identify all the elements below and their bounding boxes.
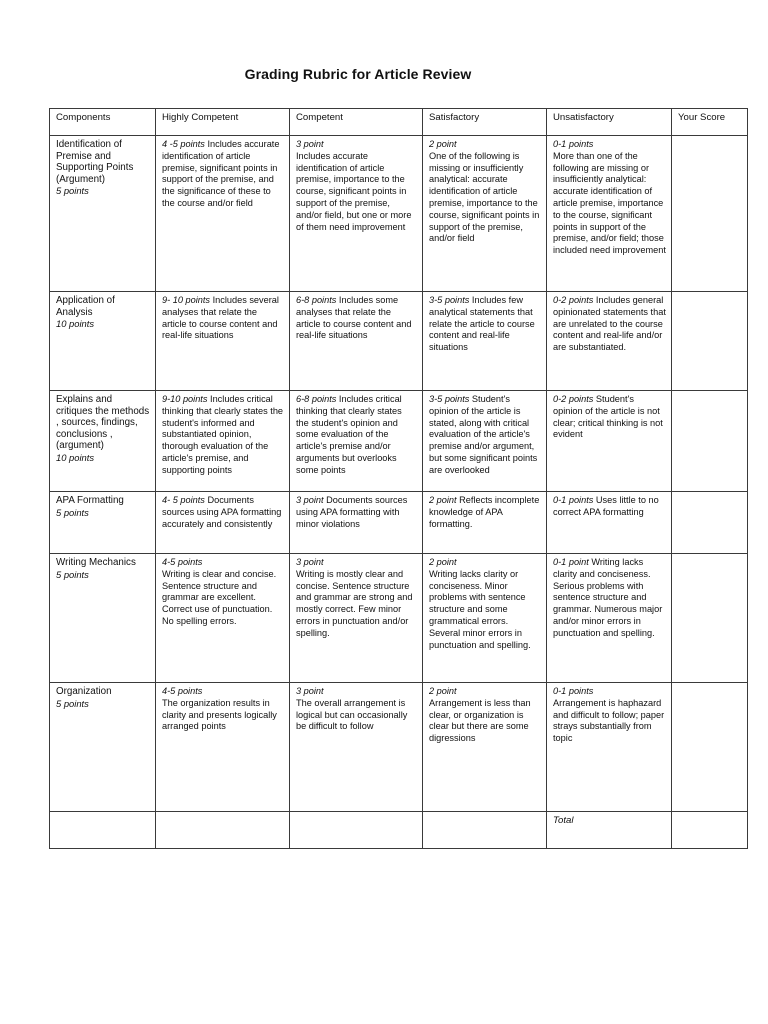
points-range: 0-2 points — [553, 394, 594, 404]
criteria-text: Documents sources using APA formatting with minor violations — [296, 495, 408, 529]
component-name: Application of Analysis — [56, 295, 115, 318]
points-range: 3-5 points — [429, 394, 470, 404]
points-range: 3 point — [296, 495, 324, 505]
total-empty-cell — [156, 812, 290, 849]
total-row — [50, 812, 748, 849]
points-range: 2 point — [429, 139, 457, 149]
points-range: 0-1 points — [553, 139, 594, 149]
document-title: Grading Rubric for Article Review — [244, 66, 472, 82]
points-range: 4-5 points — [162, 686, 203, 696]
total-label-cell — [547, 812, 672, 849]
component-name: Writing Mechanics — [56, 557, 136, 568]
criteria-text: Arrangement is less than clear, or organization is clear but there are some digressions — [429, 697, 531, 744]
component-points: 5 points — [56, 506, 89, 518]
component-points: 10 points — [56, 451, 95, 463]
competent-cell — [290, 136, 423, 292]
table-row — [50, 683, 748, 812]
points-range: 3 point — [296, 686, 324, 696]
competent-cell — [290, 391, 423, 492]
total-empty-cell — [423, 812, 547, 849]
points-range: 2 point — [429, 495, 457, 505]
points-range: 6-8 points — [296, 394, 337, 404]
component-cell — [50, 492, 156, 554]
criteria-text: Includes some analyses that relate the article to course content and real-life situations — [296, 295, 412, 341]
satisfactory-cell — [423, 391, 547, 492]
points-range: 9- 10 points — [162, 295, 211, 305]
highly-competent-cell — [156, 292, 290, 391]
component-name: Identification of Premise and Supporting Points (Argument) — [56, 139, 134, 185]
criteria-text: Student's opinion of the article is not clear; critical thinking is not evident — [553, 394, 663, 440]
competent-cell — [290, 683, 423, 812]
criteria-text: Includes general opinionated statements that are unrelated to the course content and real-life and/or are substantiated. — [553, 295, 666, 353]
table-row — [50, 492, 748, 554]
unsatisfactory-cell — [547, 492, 672, 554]
points-range: 0-2 points — [553, 295, 594, 305]
component-cell — [50, 136, 156, 292]
competent-cell — [290, 292, 423, 391]
highly-competent-cell — [156, 554, 290, 683]
component-cell — [50, 391, 156, 492]
criteria-text: Documents sources using APA formatting accurately and consistently — [162, 495, 282, 529]
criteria-text: Includes several analyses that relate the article to course content and real-life situations — [162, 295, 279, 341]
score-cell[interactable] — [672, 136, 748, 292]
points-range: 0-1 points — [553, 495, 594, 505]
header-row — [50, 109, 748, 136]
score-cell[interactable] — [672, 391, 748, 492]
competent-cell — [290, 492, 423, 554]
score-cell[interactable] — [672, 292, 748, 391]
highly-competent-cell — [156, 136, 290, 292]
criteria-text: One of the following is missing or insufficiently analytical: accurate identification of article premise, importance to the course, significant points in support of the premise, and/or field — [429, 150, 540, 244]
header-competent: Competent — [290, 109, 423, 136]
header-highly-competent: Highly Competent — [156, 109, 290, 136]
points-range: 6-8 points — [296, 295, 337, 305]
unsatisfactory-cell — [547, 683, 672, 812]
points-range: 4-5 points — [162, 557, 203, 567]
table-row — [50, 292, 748, 391]
table-row — [50, 136, 748, 292]
component-cell — [50, 554, 156, 683]
header-unsatisfactory: Unsatisfactory — [547, 109, 672, 136]
points-range: 4- 5 points — [162, 495, 205, 505]
score-cell[interactable] — [672, 554, 748, 683]
points-range: 2 point — [429, 557, 457, 567]
table-row — [50, 554, 748, 683]
criteria-text: Includes critical thinking that clearly states the student's informed and substantiated opinion, thorough evaluation of the article's premise, and supporting points — [162, 394, 284, 475]
unsatisfactory-cell — [547, 391, 672, 492]
satisfactory-cell — [423, 554, 547, 683]
criteria-text: Includes few analytical statements that relate the article to course content and real-life situations — [429, 295, 535, 353]
satisfactory-cell — [423, 492, 547, 554]
highly-competent-cell — [156, 492, 290, 554]
criteria-text: Includes critical thinking that clearly states the student's opinion and some evaluation of the article's premise and/or arguments but overlooks some points — [296, 394, 402, 475]
criteria-text: Writing lacks clarity or conciseness. Minor problems with sentence structure and some grammatical errors. Several minor errors in punctuation and spelling. — [429, 568, 531, 650]
satisfactory-cell — [423, 683, 547, 812]
satisfactory-cell — [423, 292, 547, 391]
component-name: Explains and critiques the methods , sources, findings, conclusions , (argument) — [56, 394, 150, 451]
unsatisfactory-cell — [547, 554, 672, 683]
unsatisfactory-cell — [547, 292, 672, 391]
criteria-text: Includes accurate identification of article premise, significant points in support of the premise, and the significance of these to the course and/or field — [162, 139, 280, 208]
highly-competent-cell — [156, 391, 290, 492]
criteria-text: Writing is clear and concise. Sentence structure and grammar are excellent. Correct use of punctuation. No spelling errors. — [162, 568, 277, 626]
points-range: 4 -5 points — [162, 139, 205, 149]
points-range: 9-10 points — [162, 394, 208, 404]
header-satisfactory: Satisfactory — [423, 109, 547, 136]
points-range: 0-1 points — [553, 686, 594, 696]
score-cell[interactable] — [672, 683, 748, 812]
header-your-score: Your Score — [672, 109, 748, 136]
criteria-text: The organization results in clarity and presents logically arranged points — [162, 697, 277, 732]
total-empty-cell — [50, 812, 156, 849]
satisfactory-cell — [423, 136, 547, 292]
points-range: 3 point — [296, 139, 324, 149]
highly-competent-cell — [156, 683, 290, 812]
criteria-text: Reflects incomplete knowledge of APA formatting. — [429, 495, 540, 529]
criteria-text: The overall arrangement is logical but can occasionally be difficult to follow — [296, 697, 408, 732]
rubric-table — [49, 108, 748, 849]
component-points: 5 points — [56, 697, 89, 709]
total-empty-cell — [290, 812, 423, 849]
criteria-text: Uses little to no correct APA formatting — [553, 495, 659, 517]
criteria-text: Student's opinion of the article is stated, along with critical evaluation of the article's premise and/or argument, but some significant points are overlooked — [429, 394, 538, 475]
points-range: 0-1 point — [553, 557, 589, 567]
table-row — [50, 391, 748, 492]
points-range: 3-5 points — [429, 295, 470, 305]
total-score-cell[interactable] — [672, 812, 748, 849]
component-points: 10 points — [56, 318, 95, 329]
score-cell[interactable] — [672, 492, 748, 554]
points-range: 3 point — [296, 557, 324, 567]
component-cell — [50, 292, 156, 391]
component-name: Organization — [56, 686, 112, 697]
header-components: Components — [50, 109, 156, 136]
total-label: Total — [553, 815, 574, 826]
competent-cell — [290, 554, 423, 683]
component-points: 5 points — [56, 185, 89, 196]
criteria-text: Arrangement is haphazard and difficult to follow; paper strays substantially from topic — [553, 697, 665, 744]
component-cell — [50, 683, 156, 812]
component-points: 5 points — [56, 568, 89, 580]
criteria-text: Writing is mostly clear and concise. Sentence structure and grammar are strong and mostly correct. Few minor errors in punctuation and/or spelling. — [296, 568, 413, 638]
component-name: APA Formatting — [56, 495, 124, 506]
criteria-text: Includes accurate identification of article premise, importance to the course, significant points in support of the premise, and/or field, but one or more of them need improvement — [296, 150, 412, 232]
unsatisfactory-cell — [547, 136, 672, 292]
criteria-text: Writing lacks clarity and conciseness. Serious problems with sentence structure and grammar. Numerous major and/or minor errors in punctuation and spelling. — [553, 557, 663, 638]
points-range: 2 point — [429, 686, 457, 696]
criteria-text: More than one of the following are missing or insufficiently analytical: accurate identification of article premise, importance to the course, significant points in support of the premise, and/or field; those included need improvement — [553, 150, 666, 256]
